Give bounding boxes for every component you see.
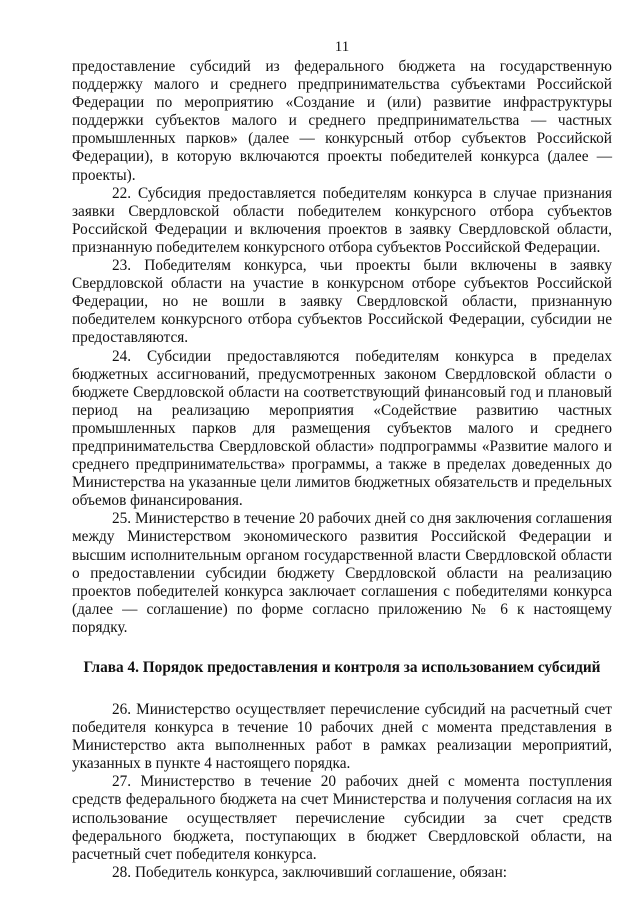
document-page [72, 0, 612, 905]
paragraph-22: 22. Субсидия предоставляется победителям конкурса в случае признания заявки Свердловской области победителем конкурсного отбора субъектов Российской Федерации и включения проектов в заявку Свердловской области, признанную победителем конкурсного отбора субъектов Российской Федерации. [72, 184, 612, 256]
paragraph-24: 24. Субсидии предоставляются победителям конкурса в пределах бюджетных ассигнований, предусмотренных законом Свердловской области о бюджете Свердловской области на соответствующий финансовый год и плановый период на реализацию мероприятия «Содействие развитию частных промышленных парков для размещения субъектов малого и среднего предпринимательства Свердловской области» подпрограммы «Развитие малого и среднего предпринимательства» программы, а также в пределах доведенных до Министерства на указанные цели лимитов бюджетных обязательств и предельных объемов финансирования. [72, 347, 612, 510]
paragraph-26: 26. Министерство осуществляет перечисление субсидий на расчетный счет победителя конкурса в течение 10 рабочих дней с момента представления в Министерство акта выполненных работ в рамках реализации мероприятий, указанных в пункте 4 настоящего порядка. [72, 701, 612, 773]
paragraph-27: 27. Министерство в течение 20 рабочих дней с момента поступления средств федерального бюджета на счет Министерства и получения согласия на их использование осуществляет перечисление субсидии за счет средств федерального бюджета, поступающих в бюджет Свердловской области, на расчетный счет победителя конкурса. [72, 773, 612, 863]
chapter-heading: Глава 4. Порядок предоставления и контроля за использованием субсидий [83, 659, 601, 676]
page-number: 11 [334, 39, 350, 55]
paragraph-25: 25. Министерство в течение 20 рабочих дней со дня заключения соглашения между Министерством экономического развития Российской Федерации и высшим исполнительным органом государственной власти Свердловской области о предоставлении субсидии бюджету Свердловской области на реализацию проектов победителей конкурса заключает соглашения с победителями конкурса (далее — соглашение) по форме согласно приложению № 6 к настоящему порядку. [72, 510, 612, 636]
paragraph-28: 28. Победитель конкурса, заключивший соглашение, обязан: [112, 863, 508, 881]
paragraph-23: 23. Победителям конкурса, чьи проекты были включены в заявку Свердловской области на участие в конкурсном отборе субъектов Российской Федерации, но не вошли в заявку Свердловской области, признанную победителем конкурсного отбора субъектов Российской Федерации, субсидии не предоставляются. [72, 257, 612, 347]
paragraph-continuation: предоставление субсидий из федерального бюджета на государственную поддержку малого и среднего предпринимательства субъектами Российской Федерации по мероприятию «Создание и (или) развитие инфраструктуры поддержки субъектов малого и среднего предпринимательства — частных промышленных парков» (далее — конкурсный отбор субъектов Российской Федерации), в которую включаются проекты победителей конкурса (далее — проекты). [72, 58, 612, 184]
document-body [72, 58, 612, 882]
